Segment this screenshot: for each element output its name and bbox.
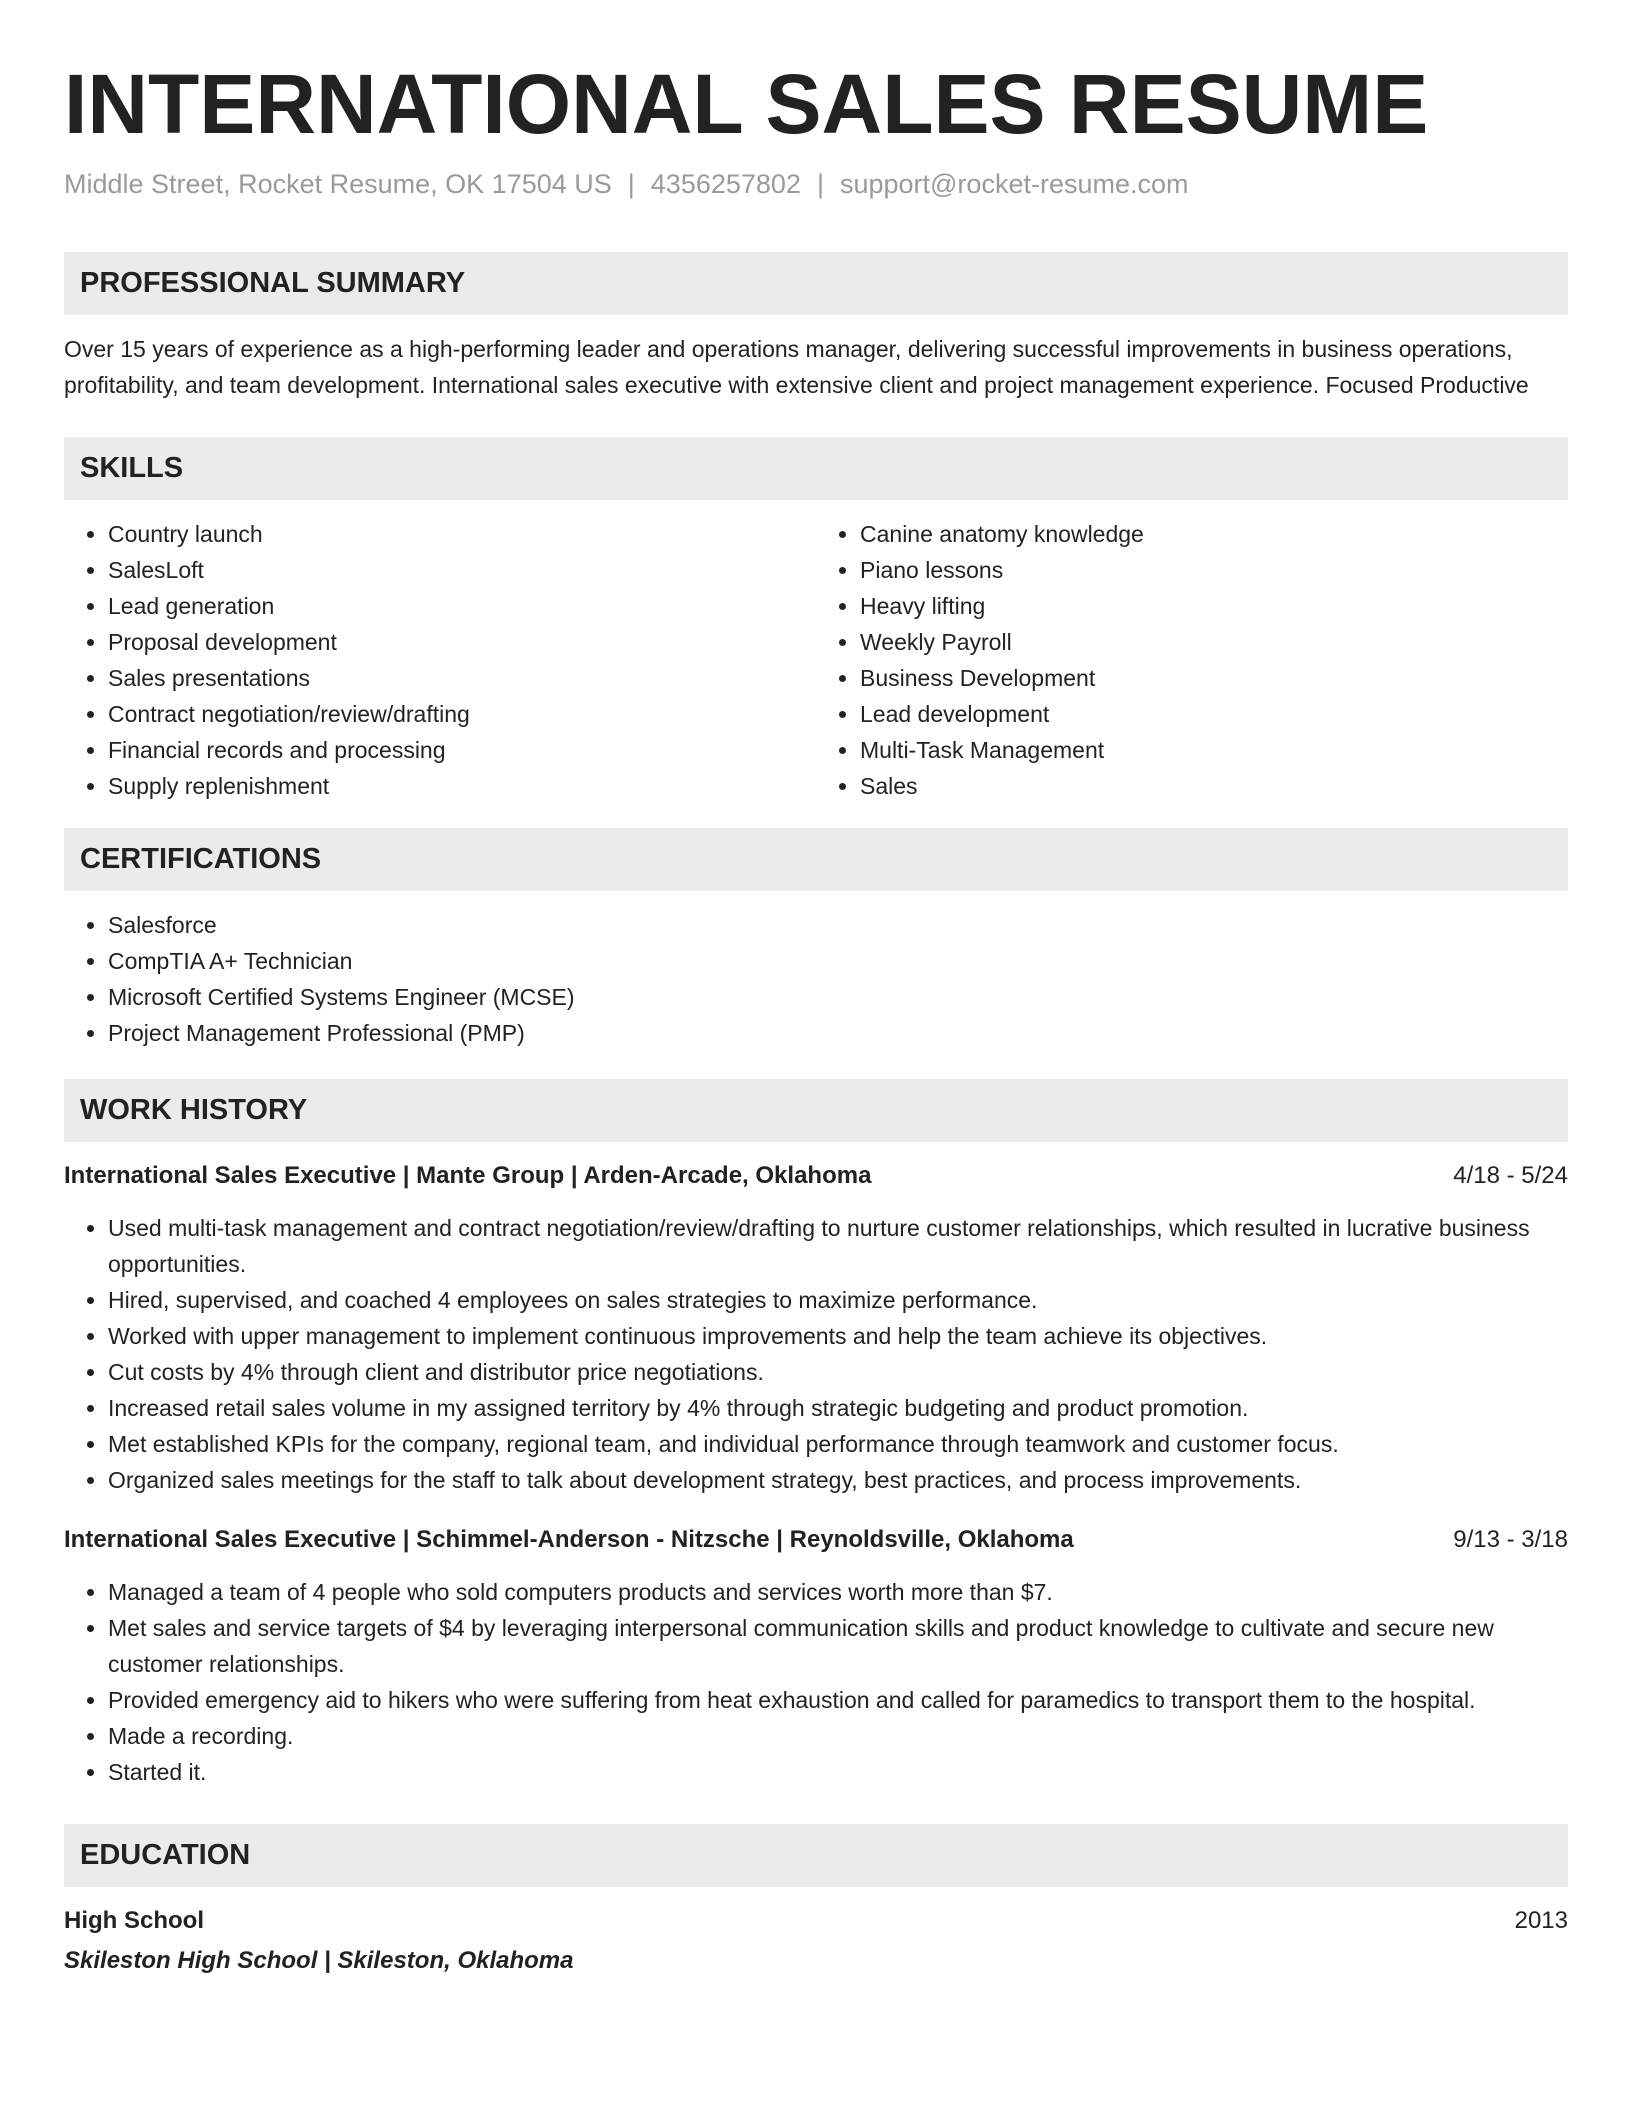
certification-item: • Project Management Professional (PMP) [108, 1015, 1568, 1051]
job-dates: 9/13 - 3/18 [1453, 1526, 1568, 1553]
contact-address: Middle Street, Rocket Resume, OK 17504 US [64, 169, 612, 199]
skills-list-left [64, 516, 816, 804]
summary-text: Over 15 years of experience as a high-performing leader and operations manager, delivering successful improvements in business operations, profitability, and team development. International sales executive with extensive client and project management experience. Focused Productive [64, 336, 1529, 398]
skill-item: • Piano lessons [860, 552, 1568, 588]
job-bullet: • Increased retail sales volume in my assigned territory by 4% through strategic budgeting and product promotion. [108, 1390, 1568, 1426]
skill-item: • Contract negotiation/review/drafting [108, 696, 816, 732]
certification-item: • Microsoft Certified Systems Engineer (MCSE) [108, 979, 1568, 1015]
skill-item: • SalesLoft [108, 552, 816, 588]
skill-item: • Canine anatomy knowledge [860, 516, 1568, 552]
certification-item: • Salesforce [108, 907, 1568, 943]
skill-item: • Multi-Task Management [860, 732, 1568, 768]
resume-title: INTERNATIONAL SALES RESUME [64, 57, 1429, 151]
job-title: International Sales Executive | Mante Group | Arden-Arcade, Oklahoma [64, 1162, 872, 1189]
job-dates: 4/18 - 5/24 [1453, 1162, 1568, 1189]
job-bullet: • Worked with upper management to implement continuous improvements and help the team achieve its objectives. [108, 1318, 1568, 1354]
job-bullet: • Met established KPIs for the company, regional team, and individual performance through teamwork and customer focus. [108, 1426, 1568, 1462]
job-bullet: • Provided emergency aid to hikers who were suffering from heat exhaustion and called for paramedics to transport them to the hospital. [108, 1682, 1568, 1718]
section-header-skills: SKILLS [64, 437, 1568, 500]
certification-item: • CompTIA A+ Technician [108, 943, 1568, 979]
skills-columns [64, 516, 1568, 804]
education-year: 2013 [1514, 1907, 1568, 1934]
skills-list-right [816, 516, 1568, 804]
contact-line [64, 164, 1568, 204]
job-heading [64, 1158, 1568, 1194]
skill-item: • Heavy lifting [860, 588, 1568, 624]
skill-item: • Country launch [108, 516, 816, 552]
job-heading [64, 1522, 1568, 1558]
skill-item: • Supply replenishment [108, 768, 816, 804]
skill-item: • Financial records and processing [108, 732, 816, 768]
job-bullet: • Organized sales meetings for the staff to talk about development strategy, best practices, and process improvements. [108, 1462, 1568, 1498]
skill-item: • Proposal development [108, 624, 816, 660]
job-bullet: • Used multi-task management and contract negotiation/review/drafting to nurture customer relationships, which resulted in lucrative business opportunities. [108, 1210, 1568, 1282]
job-title: International Sales Executive | Schimmel-Anderson - Nitzsche | Reynoldsville, Oklahoma [64, 1526, 1074, 1553]
section-header-education: EDUCATION [64, 1824, 1568, 1887]
certifications-list [64, 907, 1568, 1051]
contact-email: support@rocket-resume.com [839, 169, 1189, 199]
contact-separator: | [816, 169, 824, 199]
contact-phone: 4356257802 [650, 169, 801, 199]
skill-item: • Lead generation [108, 588, 816, 624]
skill-item: • Lead development [860, 696, 1568, 732]
job-bullet: • Made a recording. [108, 1718, 1568, 1754]
skill-item: • Sales [860, 768, 1568, 804]
skill-item: • Weekly Payroll [860, 624, 1568, 660]
job-bullet: • Cut costs by 4% through client and distributor price negotiations. [108, 1354, 1568, 1390]
job-bullet: • Started it. [108, 1754, 1568, 1790]
education-heading [64, 1903, 1568, 1939]
job-bullets [64, 1210, 1568, 1498]
job-bullets [64, 1574, 1568, 1790]
section-header-work-history: WORK HISTORY [64, 1079, 1568, 1142]
job-bullet: • Met sales and service targets of $4 by leveraging interpersonal communication skills and product knowledge to cultivate and secure new customer relationships. [108, 1610, 1568, 1682]
job-bullet: • Hired, supervised, and coached 4 employees on sales strategies to maximize performance. [108, 1282, 1568, 1318]
education-school: Skileston High School | Skileston, Oklahoma [64, 1947, 574, 1974]
education-degree: High School [64, 1907, 204, 1934]
skill-item: • Business Development [860, 660, 1568, 696]
job-bullet: • Managed a team of 4 people who sold computers products and services worth more than $7. [108, 1574, 1568, 1610]
skill-item: • Sales presentations [108, 660, 816, 696]
section-header-certifications: CERTIFICATIONS [64, 828, 1568, 891]
contact-separator: | [627, 169, 635, 199]
section-header-summary: PROFESSIONAL SUMMARY [64, 252, 1568, 315]
